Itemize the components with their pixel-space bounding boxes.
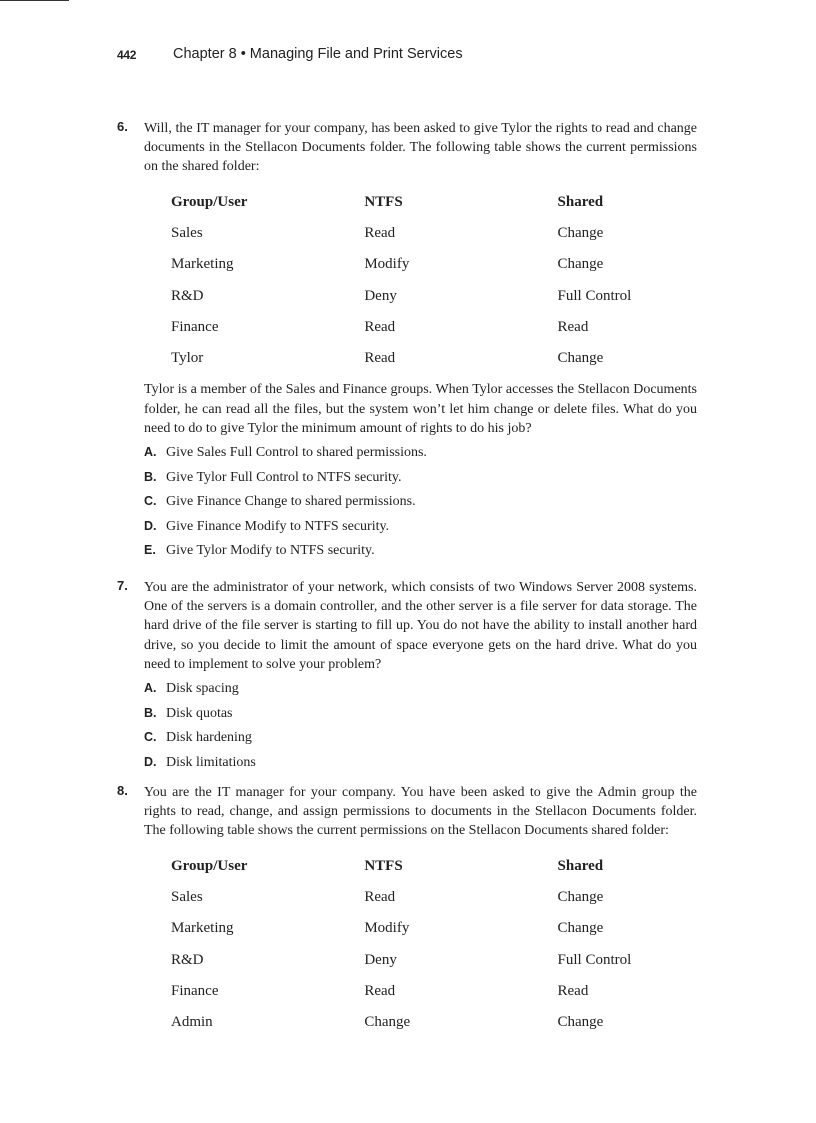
table-row <box>171 287 697 318</box>
table-cell: Tylor <box>171 350 204 367</box>
table-header-row <box>171 857 697 888</box>
table-cell: Marketing <box>171 256 234 273</box>
answer-option <box>144 538 697 563</box>
answer-option <box>144 514 697 539</box>
option-letter: A. <box>144 681 157 696</box>
table-cell: Finance <box>171 318 219 335</box>
table-cell: Marketing <box>171 920 234 937</box>
question-intro: Will, the IT manager for your company, has been asked to give Tylor the rights to read and change documents in the Stellacon Documents folder. The following table shows the current permissions on the shared folder: <box>144 121 697 175</box>
option-letter: B. <box>144 469 157 484</box>
option-text: Give Sales Full Control to shared permissions. <box>166 445 427 460</box>
table-row <box>171 1013 697 1044</box>
table-header-cell: Shared <box>557 857 604 874</box>
table-cell: Read <box>364 224 396 241</box>
option-text: Give Finance Modify to NTFS security. <box>166 518 390 534</box>
table-cell: Modify <box>364 920 410 937</box>
table-header-cell: Group/User <box>171 193 248 210</box>
table-cell: Full Control <box>557 287 632 304</box>
permissions-table <box>171 193 697 381</box>
option-text: Disk spacing <box>166 681 239 697</box>
table-cell: Change <box>557 350 604 367</box>
answer-option <box>144 489 697 514</box>
question-number: 7. <box>117 578 128 593</box>
table-header-cell: NTFS <box>364 857 403 874</box>
option-letter: D. <box>144 518 157 533</box>
table-header-cell: Group/User <box>171 857 248 874</box>
top-rule <box>0 0 69 1</box>
question-followup: Tylor is a member of the Sales and Finance groups. When Tylor accesses the Stellacon Documents folder, he can read all the files, but the system won’t let him change or delete files. What do you need to do to give Tylor the minimum amount of rights to do his job? <box>144 382 697 436</box>
answer-option <box>144 701 697 726</box>
table-header-row <box>171 193 697 224</box>
table-cell: Modify <box>364 256 410 273</box>
option-text: Give Finance Change to shared permissions. <box>166 494 416 510</box>
table-cell: Change <box>557 256 604 273</box>
table-cell: Deny <box>364 287 397 304</box>
answer-option <box>144 725 697 750</box>
question-7 <box>117 578 697 774</box>
table-cell: Finance <box>171 982 219 999</box>
permissions-table <box>171 857 697 1045</box>
table-cell: Change <box>557 224 604 241</box>
table-cell: R&D <box>171 951 204 968</box>
option-letter: C. <box>144 730 157 745</box>
answer-options <box>144 676 697 774</box>
question-number: 8. <box>117 783 128 798</box>
option-text: Give Tylor Modify to NTFS security. <box>166 543 375 559</box>
table-cell: Deny <box>364 951 397 968</box>
option-text: Disk quotas <box>166 705 233 721</box>
table-cell: Sales <box>171 224 203 241</box>
answer-option <box>144 465 697 490</box>
table-cell: Read <box>364 350 396 367</box>
table-cell: R&D <box>171 287 204 304</box>
table-row <box>171 224 697 255</box>
table-cell: Full Control <box>557 951 632 968</box>
table-cell: Change <box>557 920 604 937</box>
option-letter: A. <box>144 445 157 459</box>
option-letter: D. <box>144 754 157 769</box>
table-cell: Change <box>364 1014 411 1031</box>
option-text: Disk limitations <box>166 754 256 770</box>
table-cell: Read <box>364 982 396 999</box>
table-row <box>171 982 697 1013</box>
question-intro: You are the administrator of your network, which consists of two Windows Server 2008 systems. One of the servers is a domain controller, and the other server is a file server for data storage. The hard drive of the file server is starting to fill up. You do not have the ability to install another hard drive, so you decide to limit the amount of space everyone gets on the hard drive. What do you need to implement to solve your problem? <box>144 580 697 672</box>
option-text: Disk hardening <box>166 730 252 746</box>
table-header-cell: Shared <box>557 193 604 210</box>
table-row <box>171 919 697 950</box>
answer-option <box>144 440 697 465</box>
table-cell: Change <box>557 1014 604 1031</box>
table-cell: Read <box>364 318 396 335</box>
answer-option <box>144 750 697 775</box>
option-letter: E. <box>144 543 156 558</box>
question-8 <box>117 783 697 1044</box>
table-row <box>171 255 697 286</box>
table-cell: Read <box>557 982 589 999</box>
table-row <box>171 349 697 380</box>
option-text: Give Tylor Full Control to NTFS security. <box>166 469 402 485</box>
table-header-cell: NTFS <box>364 193 403 210</box>
table-row <box>171 888 697 919</box>
table-row <box>171 318 697 349</box>
answer-options <box>144 440 697 563</box>
question-6 <box>117 119 697 563</box>
option-letter: C. <box>144 494 157 509</box>
table-cell: Read <box>557 318 589 335</box>
table-cell: Change <box>557 888 604 905</box>
question-intro: You are the IT manager for your company. You have been asked to give the Admin group the rights to read, change, and assign permissions to documents in the Stellacon Documents folder. The following table shows the current permissions on the Stellacon Documents shared folder: <box>144 785 697 839</box>
running-head: Chapter 8 • Managing File and Print Services <box>173 46 463 62</box>
question-number: 6. <box>117 119 128 134</box>
answer-option <box>144 676 697 701</box>
page-number: 442 <box>117 48 137 62</box>
table-cell: Read <box>364 888 396 905</box>
table-row <box>171 951 697 982</box>
table-cell: Sales <box>171 888 203 905</box>
option-letter: B. <box>144 705 157 720</box>
table-cell: Admin <box>171 1014 213 1031</box>
